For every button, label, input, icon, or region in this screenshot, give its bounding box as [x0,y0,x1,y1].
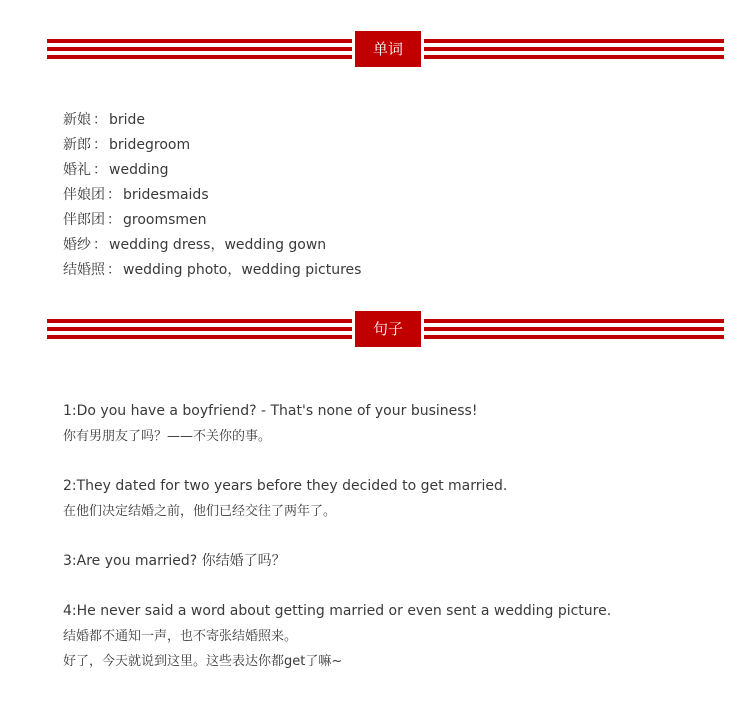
vocab-item [63,183,361,208]
sentence-translation: 你有男朋友了吗？——不关你的事。 [63,429,272,444]
vocab-separator: ： [93,237,107,253]
vocab-en: wedding dress，wedding gown [109,237,327,253]
vocab-item [63,233,361,258]
vocab-en: groomsmen [123,212,207,228]
vocab-en: wedding [109,162,169,178]
vocab-en: wedding photo，wedding pictures [123,262,362,278]
sentence-block [63,474,743,524]
vocab-zh: 结婚照 [63,262,105,278]
vocab-separator: ： [93,162,107,178]
sentence-block [63,549,743,574]
vocab-separator: ： [107,212,121,228]
vocab-zh: 新郎 [63,137,91,153]
vocab-item [63,133,361,158]
vocab-separator: ： [93,137,107,153]
sentence-english: 4:He never said a word about getting married or even sent a wedding picture. [63,603,612,619]
section-header-vocab [47,39,724,59]
section-header-sentences [47,319,724,339]
sentence-translation: 结婚都不通知一声，也不寄张结婚照来。 [63,629,298,644]
vocab-en: bridegroom [109,137,191,153]
vocab-item [63,208,361,233]
sentence-translation: 在他们决定结婚之前，他们已经交往了两年了。 [63,504,337,519]
vocab-zh: 婚纱 [63,237,91,253]
section-title-sentences: 句子 [352,311,424,347]
vocab-list [63,108,361,283]
sentence-english: 1:Do you have a boyfriend? - That's none of your business! [63,403,478,419]
vocab-item [63,108,361,133]
vocab-separator: ： [107,187,121,203]
sentence-english: 2:They dated for two years before they decided to get married. [63,478,508,494]
vocab-en: bridesmaids [123,187,209,203]
vocab-en: bride [109,112,146,128]
vocab-item [63,258,361,283]
sentence-block [63,399,743,449]
vocab-separator: ： [107,262,121,278]
vocab-zh: 伴娘团 [63,187,105,203]
closing-remark: 好了，今天就说到这里。这些表达你都get了嘛~ [63,654,343,669]
sentence-list [63,399,743,699]
vocab-item [63,158,361,183]
vocab-zh: 伴郎团 [63,212,105,228]
section-title-vocab: 单词 [352,31,424,67]
vocab-separator: ： [93,112,107,128]
vocab-zh: 婚礼 [63,162,91,178]
sentence-block [63,599,743,674]
vocab-zh: 新娘 [63,112,91,128]
sentence-english: 3:Are you married? 你结婚了吗？ [63,553,286,569]
